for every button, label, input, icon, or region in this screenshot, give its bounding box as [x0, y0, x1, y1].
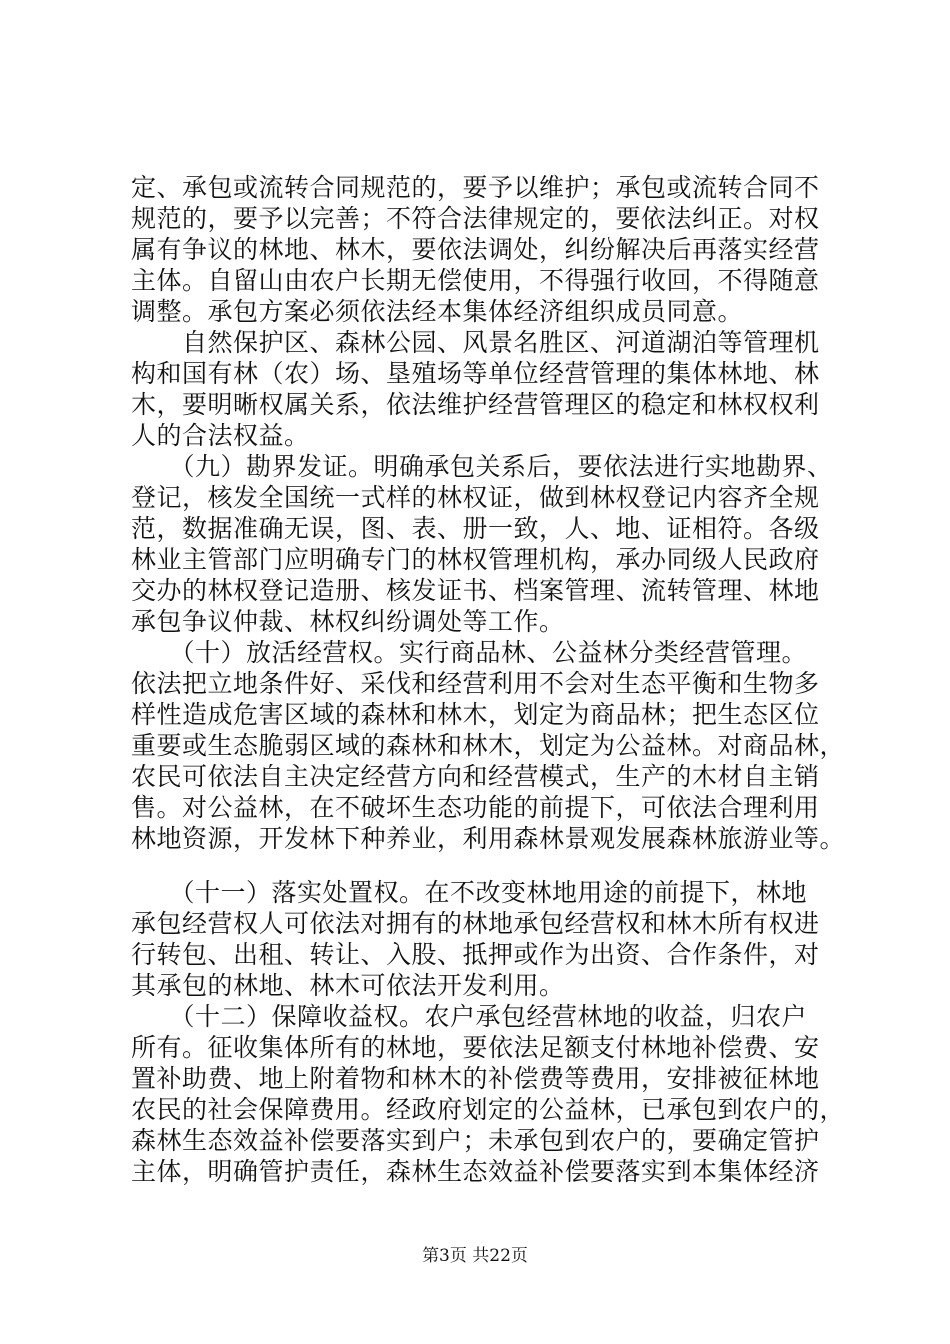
text-line: 重要或生态脆弱区域的森林和林木，划定为公益林。对商品林，: [131, 731, 846, 760]
text-line: （十二）保障收益权。农户承包经营林地的收益，归农户: [131, 1002, 808, 1031]
text-line: 定、承包或流转合同规范的，要予以维护；承包或流转合同不: [131, 173, 820, 202]
text-line: 规范的，要予以完善；不符合法律规定的，要依法纠正。对权: [131, 204, 820, 233]
text-line: 自然保护区、森林公园、风景名胜区、河道湖泊等管理机: [131, 328, 820, 357]
text-line: 林地资源，开发林下种养业，利用森林景观发展森林旅游业等。: [131, 824, 846, 853]
text-line: 农民可依法自主决定经营方向和经营模式，生产的木材自主销: [131, 762, 820, 791]
text-line: 登记，核发全国统一式样的林权证，做到林权登记内容齐全规: [131, 483, 820, 512]
text-line: 交办的林权登记造册、核发证书、档案管理、流转管理、林地: [131, 576, 820, 605]
text-line: 行转包、出租、转让、入股、抵押或作为出资、合作条件，对: [131, 940, 820, 969]
text-line: 森林生态效益补偿要落实到户；未承包到农户的，要确定管护: [131, 1126, 820, 1155]
text-line: （十）放活经营权。实行商品林、公益林分类经营管理。: [131, 638, 808, 667]
text-line: 范，数据准确无误，图、表、册一致，人、地、证相符。各级: [131, 514, 820, 543]
text-line: 构和国有林（农）场、垦殖场等单位经营管理的集体林地、林: [131, 359, 820, 388]
text-line: 主体，明确管护责任，森林生态效益补偿要落实到本集体经济: [131, 1157, 820, 1186]
text-line: 置补助费、地上附着物和林木的补偿费等费用，安排被征林地: [131, 1064, 820, 1093]
text-line: 调整。承包方案必须依法经本集体经济组织成员同意。: [131, 297, 744, 326]
text-line: 承包经营权人可依法对拥有的林地承包经营权和林木所有权进: [131, 909, 820, 938]
text-line: 其承包的林地、林木可依法开发利用。: [131, 971, 565, 1000]
text-line: 所有。征收集体所有的林地，要依法足额支付林地补偿费、安: [131, 1033, 820, 1062]
text-line: 依法把立地条件好、采伐和经营利用不会对生态平衡和生物多: [131, 669, 820, 698]
text-line: （十一）落实处置权。在不改变林地用途的前提下，林地: [131, 878, 808, 907]
text-line: 农民的社会保障费用。经政府划定的公益林，已承包到农户的，: [131, 1095, 846, 1124]
text-line: （九）勘界发证。明确承包关系后，要依法进行实地勘界、: [131, 452, 833, 481]
text-line: 人的合法权益。: [131, 421, 310, 450]
page-number-footer: 第3页 共22页: [422, 1246, 528, 1266]
text-line: 主体。自留山由农户长期无偿使用，不得强行收回，不得随意: [131, 266, 820, 295]
text-line: 样性造成危害区域的森林和林木，划定为商品林；把生态区位: [131, 700, 820, 729]
text-line: 承包争议仲裁、林权纠纷调处等工作。: [131, 607, 565, 636]
text-line: 售。对公益林，在不破坏生态功能的前提下，可依法合理利用: [131, 793, 820, 822]
text-line: 林业主管部门应明确专门的林权管理机构，承办同级人民政府: [131, 545, 820, 574]
text-line: 属有争议的林地、林木，要依法调处，纠纷解决后再落实经营: [131, 235, 820, 264]
text-line: 木，要明晰权属关系，依法维护经营管理区的稳定和林权权利: [131, 390, 820, 419]
